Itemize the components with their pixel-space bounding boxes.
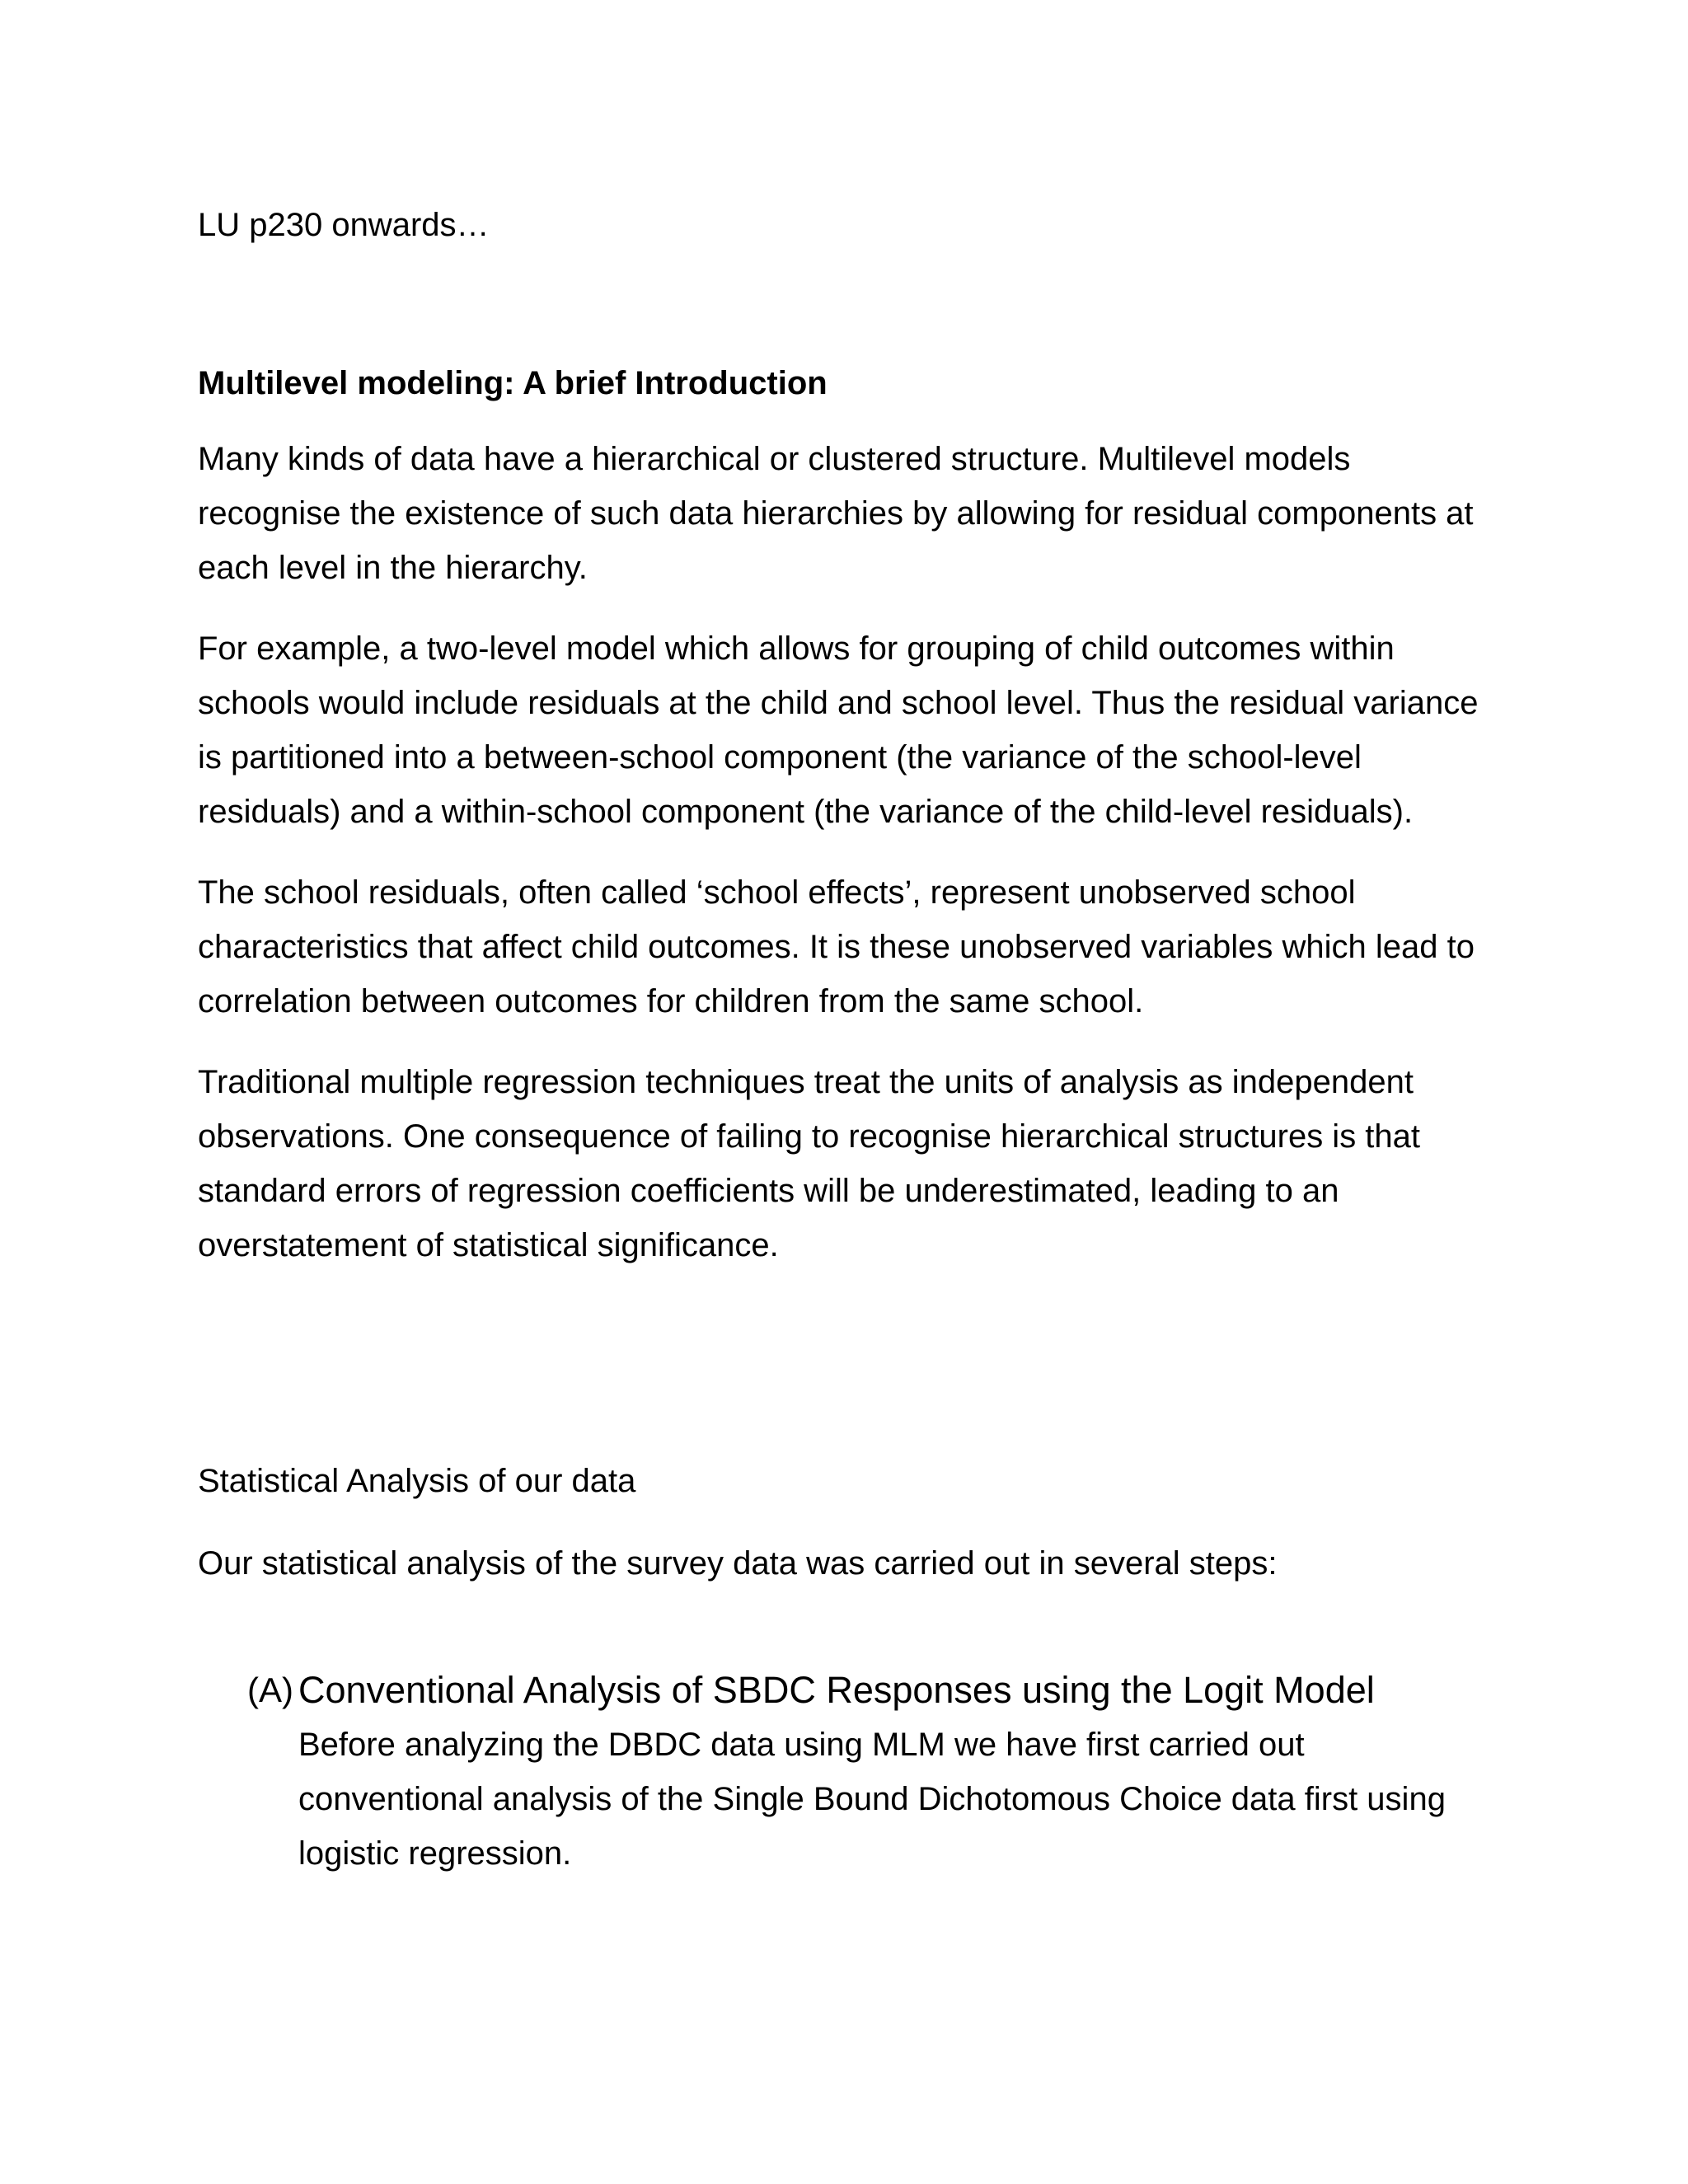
section-title-statistical-analysis: Statistical Analysis of our data [198,1463,636,1499]
paragraph-analysis-steps-intro: Our statistical analysis of the survey data was carried out in several steps: [198,1545,1278,1582]
document-body [198,198,1492,1881]
paragraph-two-level-example: For example, a two-level model which allows for grouping of child outcomes within schools would include residuals at the child and school level. Thus the residual variance is partitioned into a between-school component (the variance of the school-level residuals) and a within-school component (the variance of the child-level residuals). [198,630,1479,830]
paragraph-school-effects: The school residuals, often called ‘school effects’, represent unobserved school characteristics that affect child outcomes. It is these unobserved variables which lead to correlation between outcomes for children from the same school. [198,874,1475,1019]
paragraph-hierarchical-data: Many kinds of data have a hierarchical or clustered structure. Multilevel models recognise the existence of such data hierarchies by allowing for residual components at each level in the hierarchy. [198,441,1474,586]
reference-note: LU p230 onwards… [198,207,490,243]
section-title-multilevel-modeling: Multilevel modeling: A brief Introduction [198,365,828,401]
list-item-heading: Conventional Analysis of SBDC Responses using the Logit Model [298,1669,1375,1711]
paragraph-traditional-regression: Traditional multiple regression techniques treat the units of analysis as independent observations. One consequence of failing to recognise hierarchical structures is that standard errors of regression coefficients will be underestimated, leading to an overstatement of statistical significance. [198,1064,1421,1263]
list-item-step-a [198,1663,1492,1881]
list-marker: (A) [247,1671,293,1709]
list-item-body: Before analyzing the DBDC data using MLM we have first carried out conventional analysis of the Single Bound Dichotomous Choice data first using logistic regression. [298,1727,1446,1872]
